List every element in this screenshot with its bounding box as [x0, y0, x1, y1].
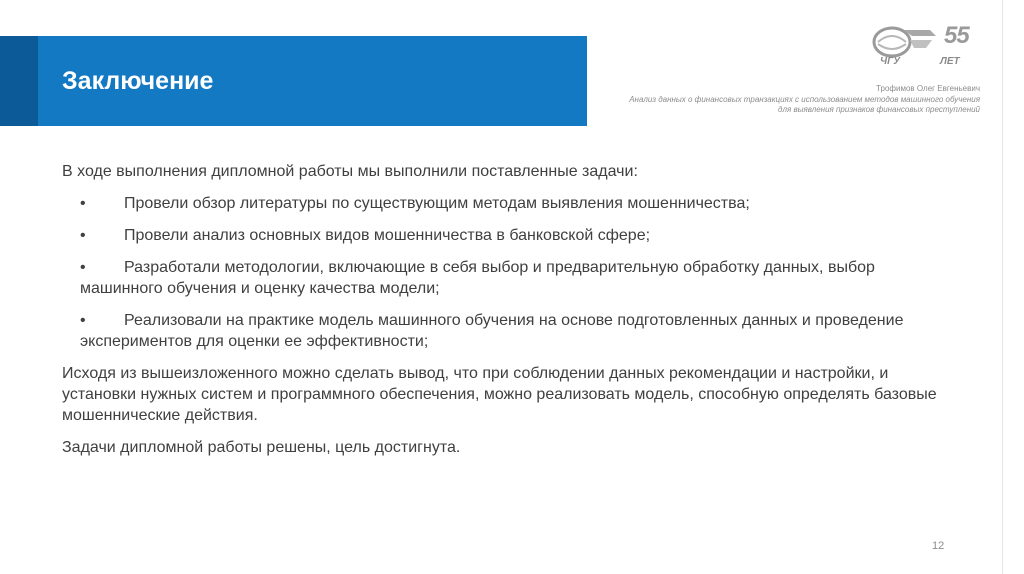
university-logo — [870, 22, 988, 74]
thesis-description: Анализ данных о финансовых транзакциях с использованием методов машинного обучения для выявления признаков финансовых преступлений — [629, 94, 980, 114]
bullet-text: Провели анализ основных видов мошенничества в банковской сфере; — [124, 227, 651, 244]
logo-abbr: ЧГУ — [880, 56, 900, 67]
logo-suffix: ЛЕТ — [940, 56, 960, 67]
author-name: Трофимов Олег Евгеньевич — [876, 84, 980, 93]
bullet-text: Реализовали на практике модель машинного обучения на основе подготовленных данных и проведение экспериментов для оценки ее эффективности; — [80, 312, 904, 350]
bullet-text: Провели обзор литературы по существующим методам выявления мошенничества; — [124, 195, 750, 212]
bullet-dot: • — [80, 227, 86, 244]
bullet-dot: • — [80, 312, 86, 329]
title-bar — [0, 36, 587, 126]
right-divider — [1002, 0, 1003, 574]
bullet-text: Разработали методологии, включающие в себя выбор и предварительную обработку данных, выбор машинного обучения и оценку качества модели; — [80, 259, 875, 297]
intro-text: В ходе выполнения дипломной работы мы выполнили поставленные задачи: — [62, 163, 638, 180]
list-item — [62, 193, 942, 214]
slide-content — [62, 161, 942, 469]
final-text: Задачи дипломной работы решены, цель достигнута. — [62, 439, 461, 456]
author-block — [620, 84, 980, 116]
list-item — [62, 225, 942, 246]
list-item — [62, 257, 942, 299]
bullet-dot: • — [80, 259, 86, 276]
page-number: 12 — [932, 540, 945, 552]
conclusion-text: Исходя из вышеизложенного можно сделать вывод, что при соблюдении данных рекомендации и настройки, и установки нужных систем и программного обеспечения, можно реализовать модель, способную определять базовые мошеннические действия. — [62, 365, 937, 424]
slide-title: Заключение — [62, 67, 214, 95]
list-item — [62, 310, 942, 352]
logo-number: 55 — [944, 22, 969, 49]
title-accent — [0, 36, 38, 126]
bullet-dot: • — [80, 195, 86, 212]
